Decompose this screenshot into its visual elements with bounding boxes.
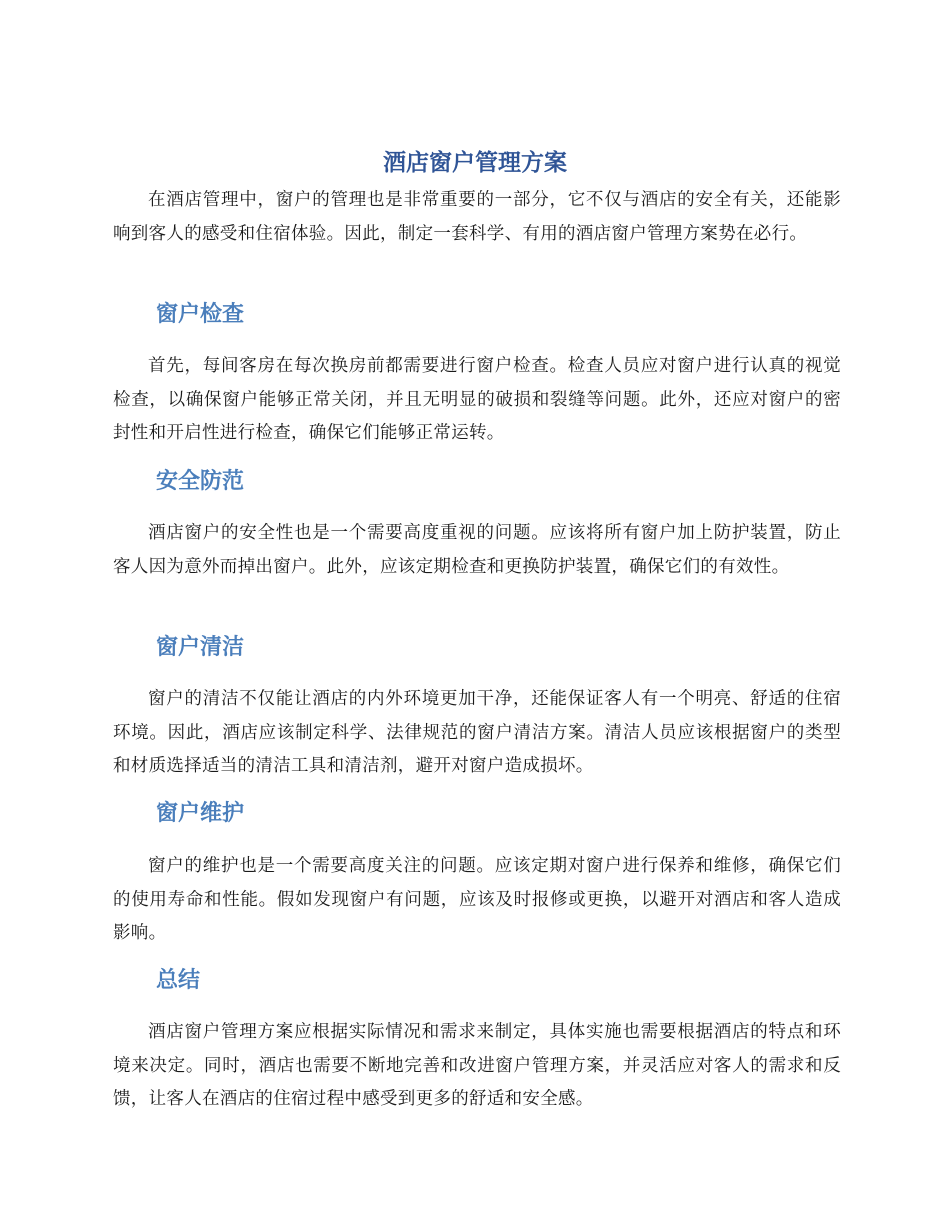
section-heading-summary: 总结 (156, 968, 201, 993)
section-heading-window-inspection: 窗户检查 (156, 302, 245, 327)
section-heading-window-maintenance: 窗户维护 (156, 801, 245, 826)
section-body-window-cleaning: 窗户的清洁不仅能让酒店的内外环境更加干净，还能保证客人有一个明亮、舒适的住宿环境。因此，酒店应该制定科学、法律规范的窗户清洁方案。清洁人员应该根据窗户的类型和材质选择适当的清洁工具和清洁剂，避开对窗户造成损坏。 (113, 689, 841, 776)
section-body-summary: 酒店窗户管理方案应根据实际情况和需求来制定，具体实施也需要根据酒店的特点和环境来决定。同时，酒店也需要不断地完善和改进窗户管理方案，并灵活应对客人的需求和反馈，让客人在酒店的住宿过程中感受到更多的舒适和安全感。 (113, 1022, 841, 1109)
document-title: 酒店窗户管理方案 (383, 150, 567, 176)
section-heading-safety: 安全防范 (156, 469, 245, 494)
section-body-window-maintenance: 窗户的维护也是一个需要高度关注的问题。应该定期对窗户进行保养和维修，确保它们的使用寿命和性能。假如发现窗户有问题，应该及时报修或更换，以避开对酒店和客人造成影响。 (113, 856, 841, 943)
section-body-safety: 酒店窗户的安全性也是一个需要高度重视的问题。应该将所有窗户加上防护装置，防止客人因为意外而掉出窗户。此外，应该定期检查和更换防护装置，确保它们的有效性。 (113, 523, 841, 577)
intro-paragraph: 在酒店管理中，窗户的管理也是非常重要的一部分，它不仅与酒店的安全有关，还能影响到客人的感受和住宿体验。因此，制定一套科学、有用的酒店窗户管理方案势在必行。 (113, 190, 841, 244)
section-heading-window-cleaning: 窗户清洁 (156, 635, 245, 660)
section-body-window-inspection: 首先，每间客房在每次换房前都需要进行窗户检查。检查人员应对窗户进行认真的视觉检查，以确保窗户能够正常关闭，并且无明显的破损和裂缝等问题。此外，还应对窗户的密封性和开启性进行检查，确保它们能够正常运转。 (113, 356, 841, 443)
